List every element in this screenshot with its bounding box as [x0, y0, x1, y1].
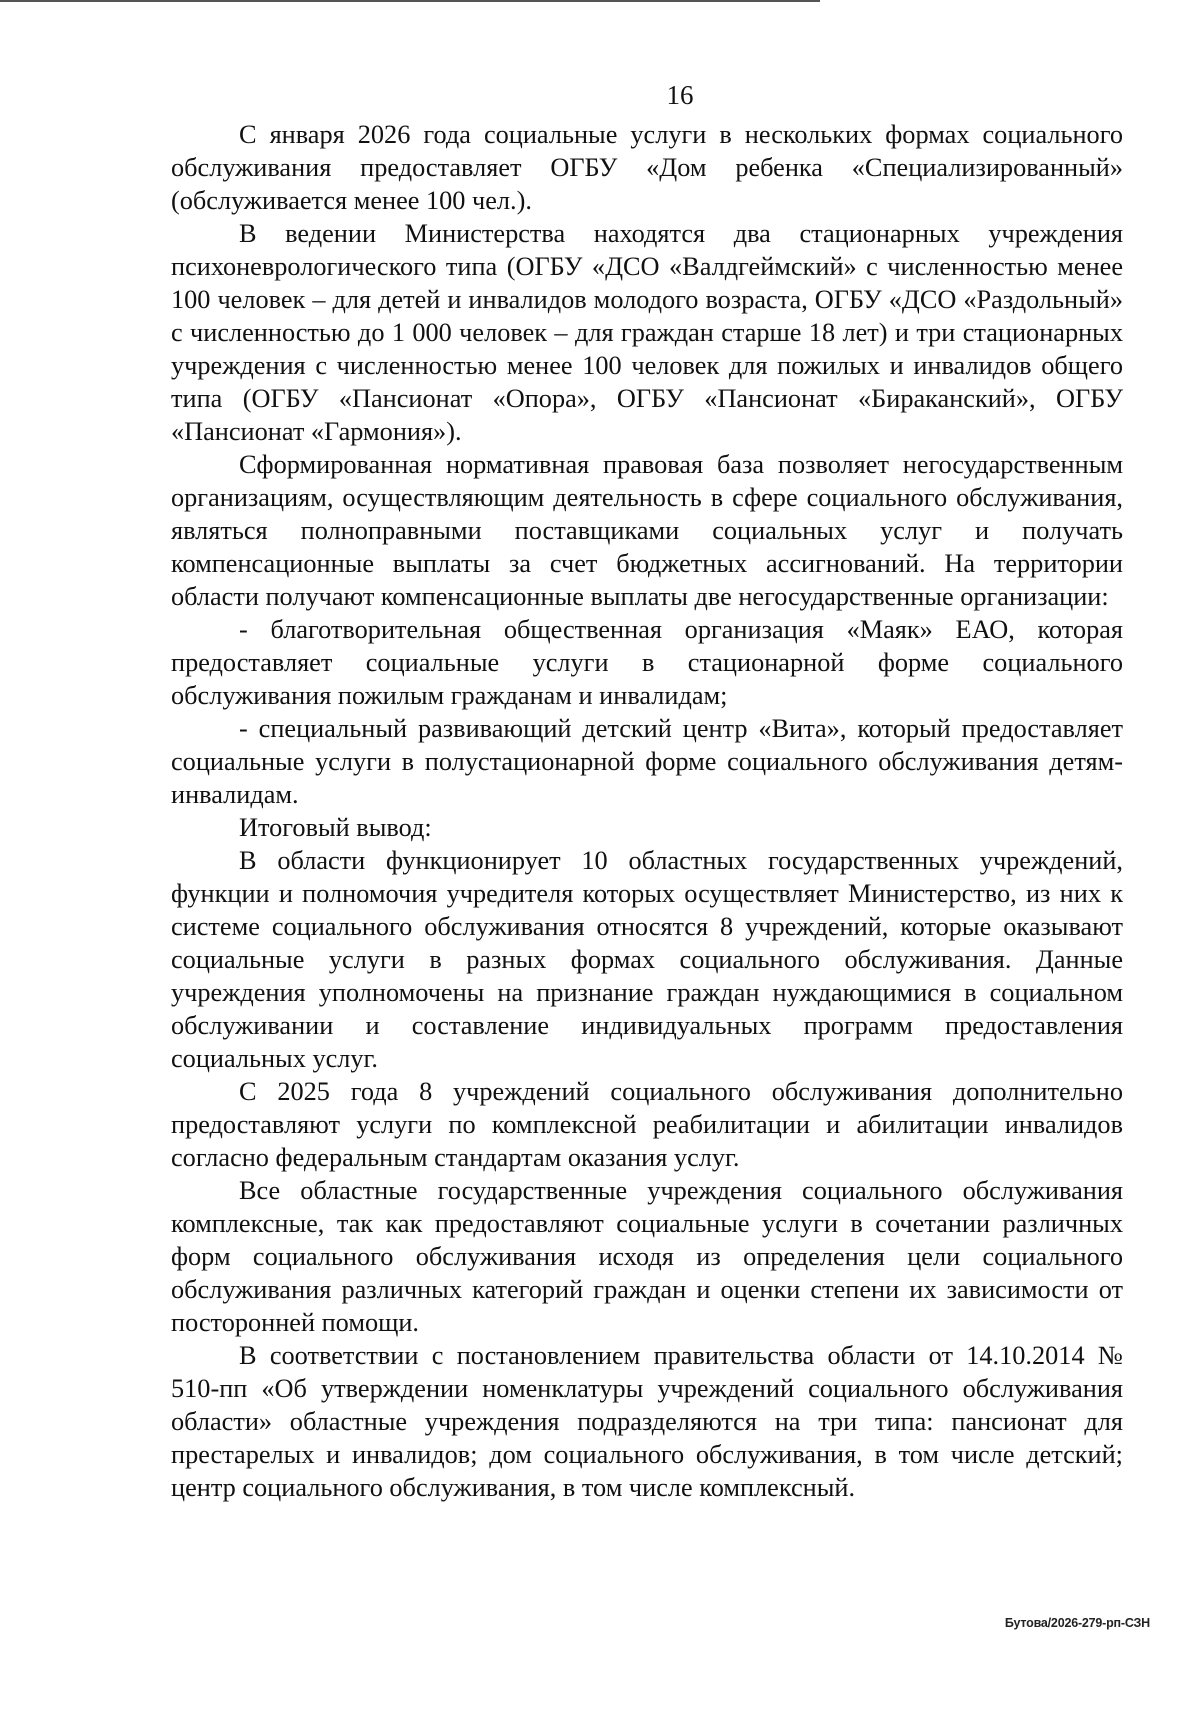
- conclusion-heading: Итоговый вывод:: [239, 813, 432, 842]
- document-reference-code: Бутова/2026-279-рп-СЗН: [1004, 1616, 1150, 1630]
- paragraph-stationary-institutions: В ведении Министерства находятся два стационарных учреждения психоневрологического типа (ОГБУ «ДСО «Валдгеймский» с численностью менее 100 человек – для детей и инвалидов молодого возраста, ОГБУ «ДСО «Раздольный» с численностью до 1 000 человек – для граждан старше 18 лет) и три стационарных учреждения с численностью менее 100 человек для пожилых и инвалидов общего типа (ОГБУ «Пансионат «Опора», ОГБУ «Пансионат «Бираканский», ОГБУ «Пансионат «Гармония»).: [171, 219, 1123, 446]
- list-item-vita: - специальный развивающий детский центр «Вита», который предоставляет социальные услуги в полустационарной форме социального обслуживания детям-инвалидам.: [171, 714, 1123, 809]
- paragraph-rehabilitation-2025: С 2025 года 8 учреждений социального обслуживания дополнительно предоставляют услуги по комплексной реабилитации и абилитации инвалидов согласно федеральным стандартам оказания услуг.: [171, 1077, 1123, 1172]
- page-number: 16: [666, 80, 694, 110]
- paragraph-dom-rebenka: С января 2026 года социальные услуги в нескольких формах социального обслуживания предоставляет ОГБУ «Дом ребенка «Специализированный» (обслуживается менее 100 чел.).: [171, 120, 1123, 215]
- paragraph-complex-institutions: Все областные государственные учреждения социального обслуживания комплексные, так как предоставляют социальные услуги в сочетании различных форм социального обслуживания исходя из определения цели социального обслуживания различных категорий граждан и оценки степени их зависимости от посторонней помощи.: [171, 1176, 1123, 1337]
- list-item-mayak: - благотворительная общественная организация «Маяк» ЕАО, которая предоставляет социальные услуги в стационарной форме социального обслуживания пожилым гражданам и инвалидам;: [171, 615, 1123, 710]
- scan-top-edge-line: [0, 0, 820, 2]
- paragraph-ten-institutions: В области функционирует 10 областных государственных учреждений, функции и полномочия учредителя которых осуществляет Министерство, из них к системе социального обслуживания относятся 8 учреждений, которые оказывают социальные услуги в разных формах социального обслуживания. Данные учреждения уполномочены на признание граждан нуждающимися в социальном обслуживании и составление индивидуальных программ предоставления социальных услуг.: [171, 846, 1123, 1073]
- document-body: [171, 118, 1123, 1504]
- paragraph-non-state-organizations: Сформированная нормативная правовая база позволяет негосударственным организациям, осуществляющим деятельность в сфере социального обслуживания, являться полноправными поставщиками социальных услуг и получать компенсационные выплаты за счет бюджетных ассигнований. На территории области получают компенсационные выплаты две негосударственные организации:: [171, 450, 1123, 611]
- paragraph-nomenclature-resolution: В соответствии с постановлением правительства области от 14.10.2014 № 510-пп «Об утверждении номенклатуры учреждений социального обслуживания области» областные учреждения подразделяются на три типа: пансионат для престарелых и инвалидов; дом социального обслуживания, в том числе детский; центр социального обслуживания, в том числе комплексный.: [171, 1341, 1123, 1502]
